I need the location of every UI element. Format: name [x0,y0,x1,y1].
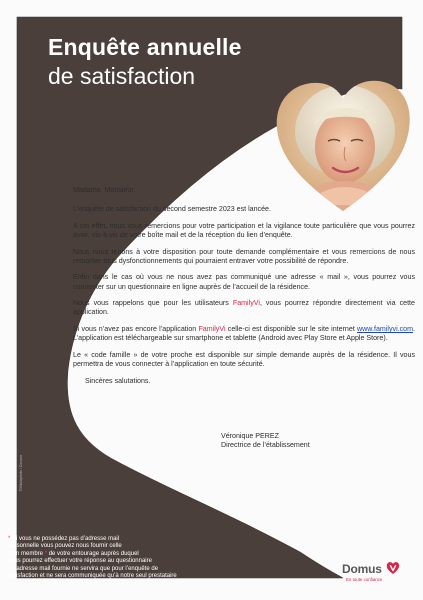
familyvi-website-link[interactable]: www.familyvi.com [357,324,414,333]
closing-salutation: Sincères salutations. [85,376,151,385]
paragraph-availability: Nous nous tenons à votre disposition pour toute demande complémentaire et vous remercions de nous remonter tous dysfonctionnements qui pourraient entraver votre possibilité de répondre. [73,247,415,265]
asterisk: * [44,550,48,557]
signatory-name: Véronique PEREZ [221,432,279,440]
text-segment: celle-ci est disponible sur le site internet [225,324,358,333]
footnote-line [8,536,208,543]
footnote-line: vous pourrez effectuer votre réponse au questionnaire [8,558,152,565]
paragraph-launch: L’enquête de satisfaction du second semestre 2023 est lancée. [73,205,271,214]
photo-credit: ©iStockphoto / Cocoon [19,455,23,491]
footnote-line: L’adresse mail fournie ne servira que pour l’enquête de [12,565,159,572]
footnote-line: personnelle vous pouvez nous fournir celle [8,543,122,550]
domus-vi-logo [342,560,412,582]
footnote-text: de votre entourage auprès duquel [47,550,139,557]
footnote-line [8,551,208,558]
asterisk: * [8,536,11,542]
title-line-2: de satisfaction [48,63,196,89]
signatory-role: Directrice de l’établissement [221,441,310,450]
footnote-text: d’un membre [8,550,44,557]
footnote-line: satisfaction et ne sera communiquée qu’à notre seul prestataire [8,573,177,580]
signature-block [221,432,310,451]
paragraph-family-code: Le « code famille » de votre proche est disponible sur simple demande auprès de la résidence. Il vous permettra de vous connecter à l’application en toute sécurité. [73,350,415,368]
familyvi-brand-text: FamilyVi [232,299,260,308]
paragraph-familyvi-users [73,299,415,317]
paragraph-no-email: Enfin dans le cas où vous ne nous avez pas communiqué une adresse « mail », vous pourrez vous connecter sur un questionnaire en ligne auprès de l’accueil de la résidence. [73,273,415,291]
paragraph-thanks: A cet effet, nous vous remercions pour votre participation et la vigilance toute particulière que vous pourrez avoir, vis-à-vis de votre boîte mail et de la réception du lien d’enquête. [73,221,415,239]
footnote [8,536,208,580]
text-segment: . L’application est téléchargeable sur smartphone et tablette (Android avec Play Store et Apple Store). [73,324,415,343]
paragraph-familyvi-app [73,325,415,343]
familyvi-brand-text: FamilyVi [198,324,226,333]
title-line-1: Enquête annuelle [48,34,242,60]
brand-name: Domus [342,562,382,576]
greeting: Madame, Monsieur, [73,186,136,194]
text-segment: Si vous n’avez pas encore l’application [73,324,199,333]
brand-tagline: En toute confiance [346,577,383,582]
text-segment: Nous vous rappelons que pour les utilisateurs [73,299,233,308]
footnote-text: Si vous ne possédez pas d’adresse mail [10,536,120,542]
heart-logo-icon [386,561,400,575]
text-segment: , vous pourrez répondre directement via cette application. [73,299,415,317]
letter-body [73,186,415,393]
